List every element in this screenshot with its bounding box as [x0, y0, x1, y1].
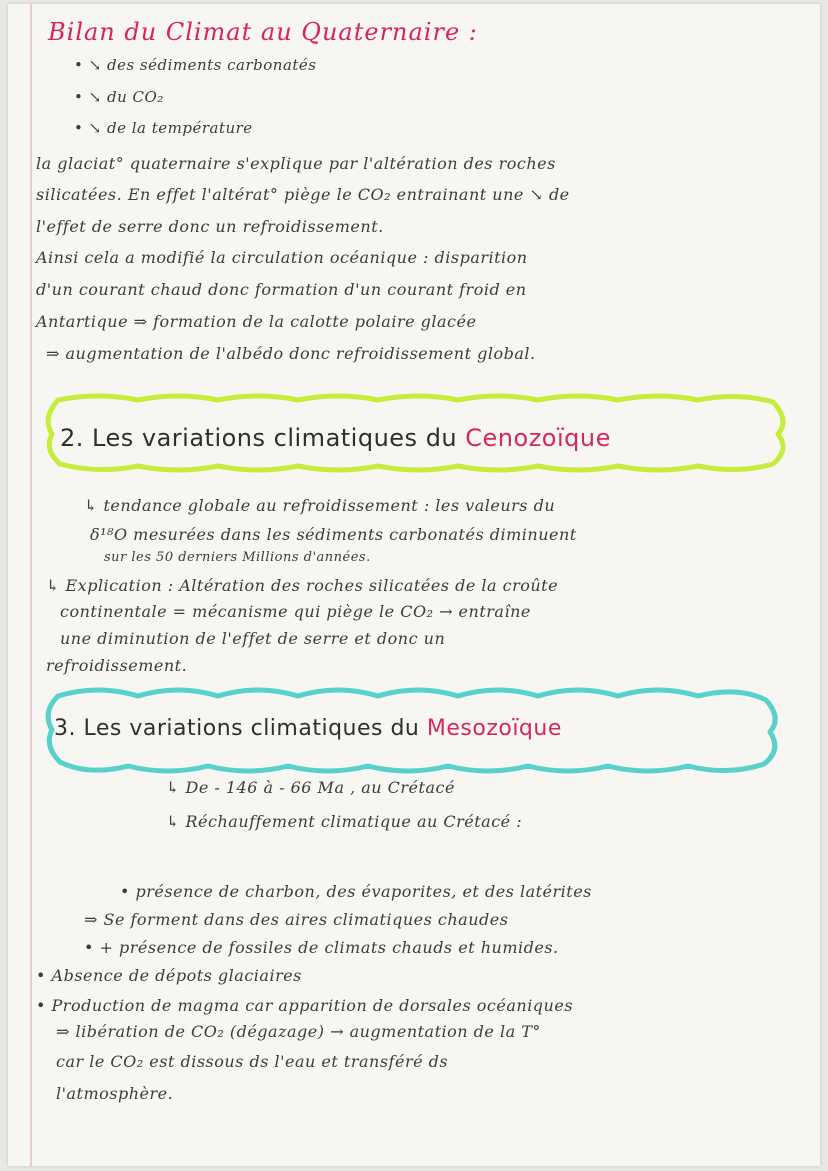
intro-bullet-2 — [74, 88, 164, 106]
section3-line: • Absence de dépots glaciaires — [36, 966, 302, 985]
section3-line: ↳ Réchauffement climatique au Crétacé : — [166, 812, 523, 831]
section2-title-a: Les variations climatiques du — [92, 424, 458, 452]
intro-bullet-3 — [74, 119, 253, 137]
section2-line: ↳ tendance globale au refroidissement : les valeurs du — [84, 496, 556, 515]
section3-line: • présence de charbon, des évaporites, et des latérites — [120, 882, 592, 901]
section2-line: une diminution de l'effet de serre et donc un — [60, 629, 446, 648]
bullet-dot-icon: • — [74, 56, 84, 74]
section2-line: ↳ Explication : Altération des roches silicatées de la croûte — [46, 576, 559, 595]
intro-bullet-text: ↘ des sédiments carbonatés — [88, 56, 317, 74]
section2-heading — [60, 424, 611, 452]
section3-heading — [54, 716, 562, 741]
section3-line: ⇒ Se forment dans des aires climatiques chaudes — [84, 910, 509, 929]
section2-line: refroidissement. — [46, 656, 188, 675]
section3-line: l'atmosphère. — [56, 1084, 174, 1103]
section3-number: 3. — [54, 716, 76, 741]
intro-bullet-text: ↘ de la température — [88, 119, 253, 137]
section3-line: car le CO₂ est dissous ds l'eau et transféré ds — [56, 1052, 449, 1071]
paragraph1-line: d'un courant chaud donc formation d'un courant froid en — [36, 280, 527, 299]
paragraph1-line: silicatées. En effet l'altérat° piège le CO₂ entrainant une ↘ de — [36, 185, 570, 204]
bullet-dot-icon: • — [74, 119, 84, 137]
section3-line: ↳ De - 146 à - 66 Ma , au Crétacé — [166, 778, 455, 797]
paragraph1-line: la glaciat° quaternaire s'explique par l'altération des roches — [36, 154, 556, 173]
paragraph1-line: Ainsi cela a modifié la circulation océanique : disparition — [36, 248, 528, 267]
section2-line: δ¹⁸O mesurées dans les sédiments carbonatés diminuent — [90, 525, 577, 544]
section2-line: continentale = mécanisme qui piège le CO₂ → entraîne — [60, 602, 531, 621]
section2-title-b: Cenozoïque — [465, 424, 611, 452]
paragraph1-line: l'effet de serre donc un refroidissement. — [36, 217, 384, 236]
section3-title-a: Les variations climatiques du — [83, 716, 420, 741]
notebook-page — [8, 4, 820, 1166]
intro-bullet-text: ↘ du CO₂ — [88, 88, 164, 106]
page-title: Bilan du Climat au Quaternaire : — [48, 18, 478, 46]
intro-bullet-1 — [74, 56, 317, 74]
section3-line: • Production de magma car apparition de dorsales océaniques — [36, 996, 574, 1015]
margin-line — [30, 4, 32, 1166]
paragraph1-line: ⇒ augmentation de l'albédo donc refroidissement global. — [46, 344, 536, 363]
paragraph1-line: Antartique ⇒ formation de la calotte polaire glacée — [36, 312, 477, 331]
section2-number: 2. — [60, 424, 84, 452]
section3-line: ⇒ libération de CO₂ (dégazage) → augmentation de la T° — [56, 1022, 541, 1041]
section3-title-b: Mesozoïque — [426, 716, 562, 741]
bullet-dot-icon: • — [74, 88, 84, 106]
section2-line: sur les 50 derniers Millions d'années. — [104, 550, 371, 565]
section3-line: • + présence de fossiles de climats chauds et humides. — [84, 938, 559, 957]
